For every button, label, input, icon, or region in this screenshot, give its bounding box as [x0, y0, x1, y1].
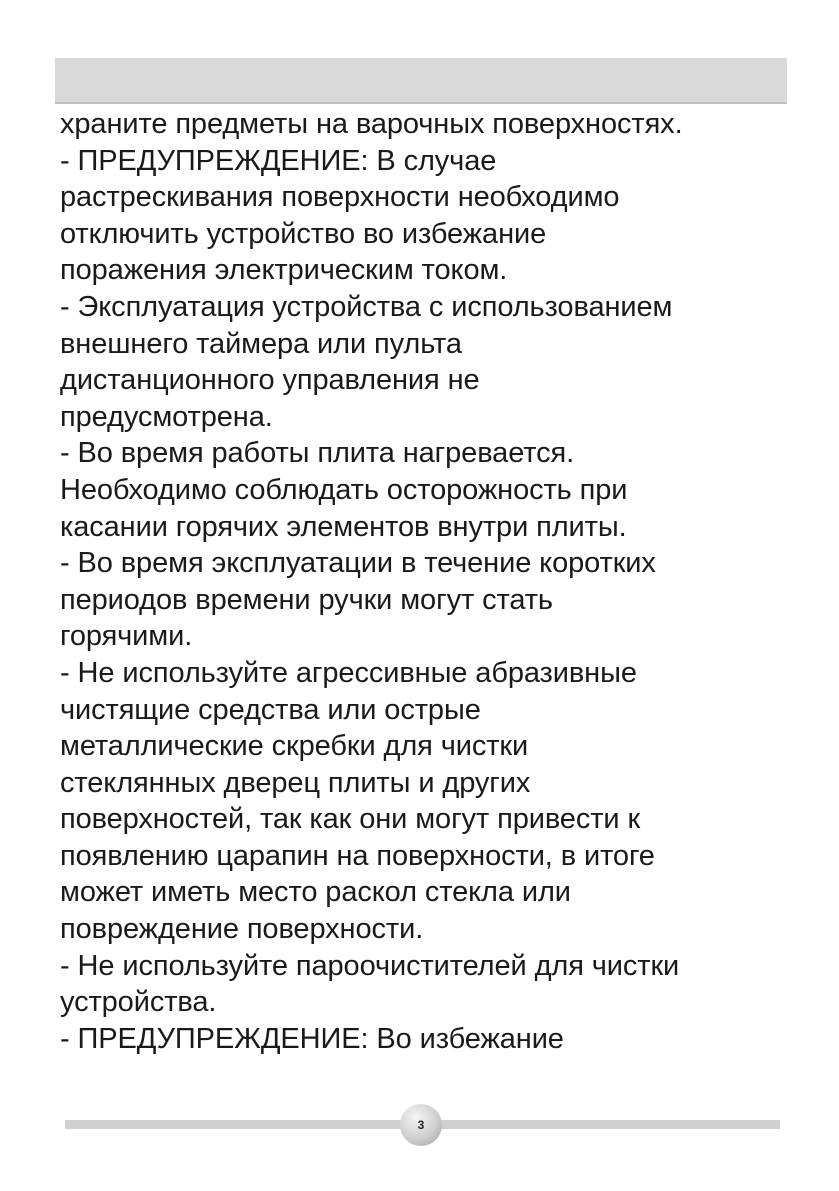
text-line: - Не используйте пароочистителей для чистки [60, 949, 680, 982]
text-line: появлению царапин на поверхности, в итоге [60, 839, 655, 872]
header-divider [55, 102, 787, 104]
text-line: устройства. [60, 986, 217, 1019]
text-line: - ПРЕДУПРЕЖДЕНИЕ: Во избежание [60, 1022, 564, 1055]
text-line: может иметь место раскол стекла или [60, 876, 571, 909]
text-line: периодов времени ручки могут стать [60, 583, 553, 616]
text-line: отключить устройство во избежание [60, 217, 547, 250]
text-line: поверхностей, так как они могут привести к [60, 803, 641, 836]
text-line: - Эксплуатация устройства с использованием [60, 290, 673, 323]
text-line: Необходимо соблюдать осторожность при [60, 473, 628, 506]
text-line: дистанционного управления не [60, 364, 480, 397]
text-line: - ПРЕДУПРЕЖДЕНИЕ: В случае [60, 144, 497, 177]
text-line: - Не используйте агрессивные абразивные [60, 656, 637, 689]
text-line: поражения электрическим током. [60, 254, 508, 287]
body-text [60, 106, 800, 1057]
text-line: внешнего таймера или пульта [60, 327, 462, 360]
text-line: касании горячих элементов внутри плиты. [60, 510, 627, 543]
text-line: предусмотрена. [60, 400, 273, 433]
header-bar [55, 58, 787, 102]
text-line: растрескивания поверхности необходимо [60, 181, 620, 214]
text-line: храните предметы на варочных поверхностях. [60, 108, 683, 140]
page-number-badge: 3 [400, 1104, 442, 1146]
text-line: стеклянных дверец плиты и других [60, 766, 531, 799]
text-line: горячими. [60, 620, 193, 653]
text-line: повреждение поверхности. [60, 913, 424, 946]
text-line: - Во время эксплуатации в течение коротких [60, 547, 656, 580]
text-line: - Во время работы плита нагревается. [60, 437, 575, 470]
text-line: металлические скребки для чистки [60, 730, 529, 763]
text-line: чистящие средства или острые [60, 693, 481, 726]
